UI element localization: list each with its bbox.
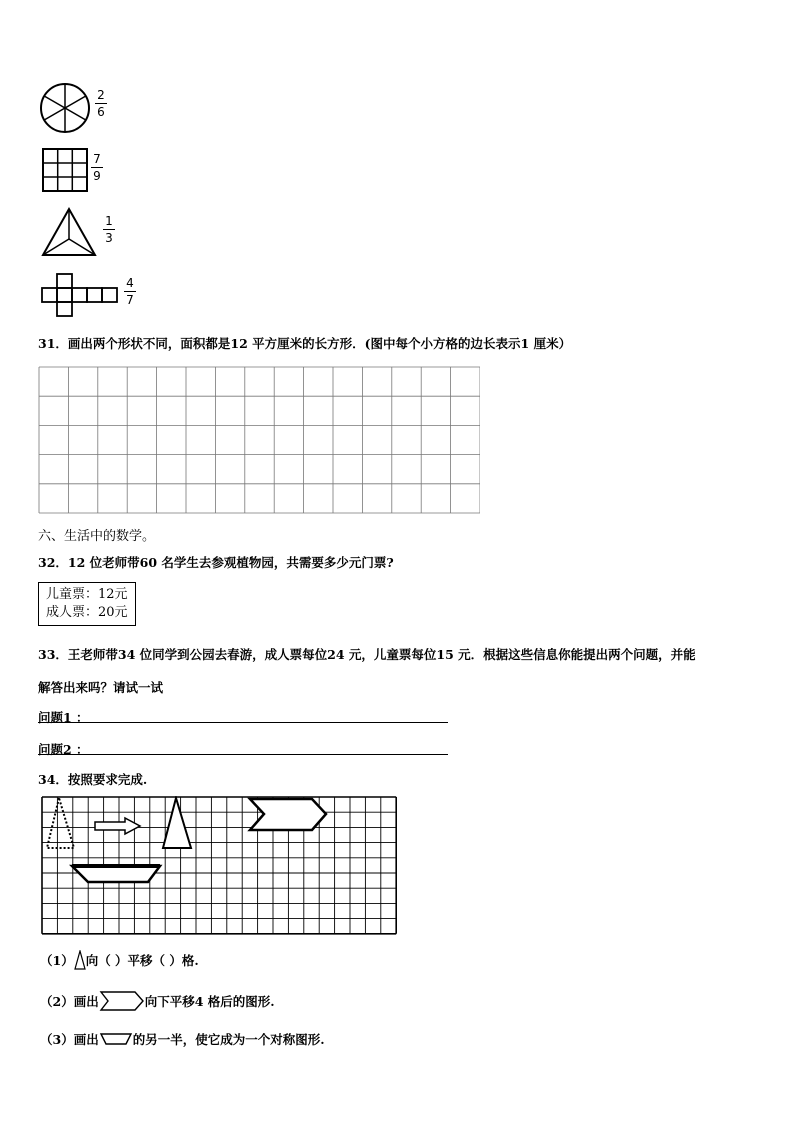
sub-question-1 [40,950,199,970]
fraction-2-denominator: 9 [93,169,101,183]
question-32: 32．12 位老师带60 名学生去参观植物园，共需要多少元门票? [38,555,394,570]
fraction-4 [123,276,137,307]
small-arrow-pentagon-icon [99,990,145,1012]
sub-question-1-number: （1） [40,953,74,968]
fraction-4-denominator: 7 [126,293,134,307]
sub-question-3 [40,1030,325,1048]
square-nine-parts-icon [42,148,88,192]
sub-question-2-text: 向下平移4 格后的图形. [144,994,275,1009]
fraction-4-numerator: 4 [126,276,134,290]
fraction-1-numerator: 2 [97,88,105,102]
problem-2-label: 问题2 ： [38,742,89,757]
small-triangle-icon [74,950,86,970]
fraction-3-denominator: 3 [105,231,113,245]
circle-six-parts-icon [39,82,93,134]
question-33-line-2: 解答出来吗？请试一试 [38,680,164,695]
section-6-title: 六、生活中的数学。 [38,529,156,544]
fraction-1-denominator: 6 [97,105,105,119]
dotted-triangle-shape [47,798,74,848]
small-trapezoid-icon [99,1031,133,1047]
sub-question-2-lead: （2）画出 [40,994,99,1009]
fraction-3 [102,214,116,245]
translation-grid-q34[interactable] [40,796,400,936]
triangle-three-parts-icon [40,206,98,258]
ticket-price-box [38,582,136,626]
sub-question-3-lead: （3）画出 [40,1032,99,1047]
solid-triangle-shape [163,798,191,848]
sub-question-3-text: 的另一半，使它成为一个对称图形. [132,1032,325,1047]
fraction-2-numerator: 7 [93,152,101,166]
child-ticket-price: 儿童票：12元 [46,587,128,602]
fraction-3-numerator: 1 [105,214,113,228]
cross-net-shape-icon [40,272,124,320]
fraction-1 [94,88,108,119]
half-trapezoid-shape [72,866,160,882]
fraction-2 [90,152,104,183]
sub-question-1-text: 向（ ）平移（ ）格. [85,953,199,968]
question-33-line-1: 33．王老师带34 位同学到公园去春游，成人票每位24 元，儿童票每位15 元．根据这些信息你能提出两个问题，并能 [38,647,696,662]
problem-1-answer-line[interactable] [38,722,448,723]
arrow-pentagon-shape [250,799,326,830]
question-34: 34．按照要求完成. [38,772,148,787]
right-arrow-shape [95,818,140,834]
problem-1-label: 问题1 ： [38,710,89,725]
sub-question-2 [40,990,275,1012]
question-31: 31．画出两个形状不同，面积都是12 平方厘米的长方形．(图中每个小方格的边长表示1 厘米） [38,336,572,351]
adult-ticket-price: 成人票：20元 [46,605,128,620]
problem-2-answer-line[interactable] [38,754,448,755]
drawing-grid-q31[interactable] [38,366,480,514]
